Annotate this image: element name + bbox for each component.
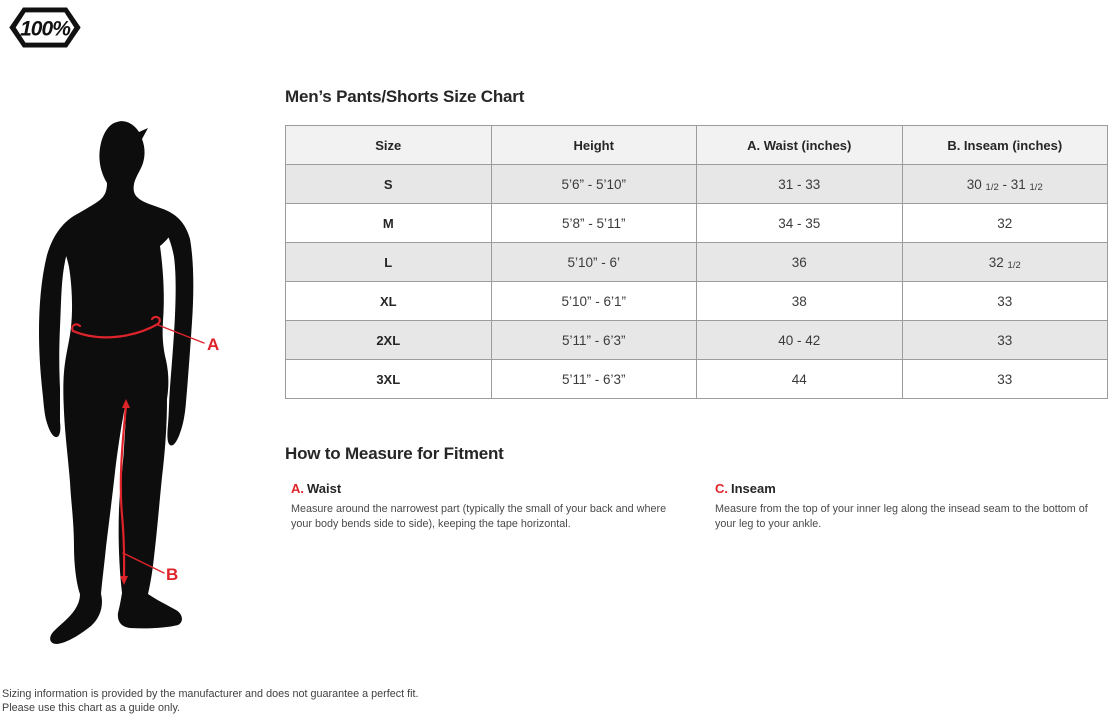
value-cell: 34 - 35 — [697, 204, 903, 243]
size-table-body — [286, 165, 1108, 399]
value-cell: 5’6” - 5’10” — [491, 165, 697, 204]
value-cell: 31 - 33 — [697, 165, 903, 204]
value-cell: 32 1/2 — [902, 243, 1108, 282]
size-chart-title: Men’s Pants/Shorts Size Chart — [285, 87, 525, 106]
measure-section-heading — [291, 481, 681, 496]
size-cell: L — [286, 243, 492, 282]
half-fraction: 1/2 — [1007, 260, 1021, 271]
size-cell: XL — [286, 282, 492, 321]
size-cell: M — [286, 204, 492, 243]
footer-line-2: Please use this chart as a guide only. — [2, 702, 181, 714]
inseam-marker-label: B — [166, 565, 179, 584]
column-header: Height — [491, 126, 697, 165]
value-cell: 30 1/2 - 31 1/2 — [902, 165, 1108, 204]
body-silhouette — [50, 121, 182, 644]
measure-letter: C. — [715, 481, 728, 496]
measure-description: Measure around the narrowest part (typically the small of your back and where your body bends side to side), keeping the tape horizontal. — [291, 503, 667, 530]
half-fraction: 1/2 — [1029, 182, 1043, 193]
value-cell: 5’8” - 5’11” — [491, 204, 697, 243]
measurement-figure — [27, 116, 237, 666]
size-cell: S — [286, 165, 492, 204]
size-table-head-row — [286, 126, 1108, 165]
value-cell: 40 - 42 — [697, 321, 903, 360]
measure-letter: A. — [291, 481, 304, 496]
table-row — [286, 204, 1108, 243]
logo-text: 100% — [20, 17, 70, 41]
value-cell: 33 — [902, 360, 1108, 399]
value-cell: 5’10” - 6’1” — [491, 282, 697, 321]
value-cell: 36 — [697, 243, 903, 282]
value-cell: 44 — [697, 360, 903, 399]
value-cell: 5’11” - 6’3” — [491, 360, 697, 399]
measure-description: Measure from the top of your inner leg along the insead seam to the bottom of your leg to your ankle. — [715, 503, 1088, 530]
measure-guide-title: How to Measure for Fitment — [285, 444, 504, 463]
column-header: A. Waist (inches) — [697, 126, 903, 165]
brand-logo-100-percent — [8, 6, 82, 49]
table-row — [286, 360, 1108, 399]
value-cell: 33 — [902, 282, 1108, 321]
column-header: Size — [286, 126, 492, 165]
value-cell: 32 — [902, 204, 1108, 243]
column-header: B. Inseam (inches) — [902, 126, 1108, 165]
footer-line-1: Sizing information is provided by the manufacturer and does not guarantee a perfect fit. — [2, 688, 419, 700]
size-table — [285, 125, 1108, 399]
value-cell: 33 — [902, 321, 1108, 360]
table-row — [286, 321, 1108, 360]
half-fraction: 1/2 — [985, 182, 999, 193]
table-row — [286, 243, 1108, 282]
value-cell: 38 — [697, 282, 903, 321]
table-row — [286, 282, 1108, 321]
measure-section-inseam — [715, 481, 1109, 532]
measure-name: Inseam — [731, 481, 776, 496]
value-cell: 5’10” - 6’ — [491, 243, 697, 282]
value-cell: 5’11” - 6’3” — [491, 321, 697, 360]
size-cell: 2XL — [286, 321, 492, 360]
size-cell: 3XL — [286, 360, 492, 399]
measure-section-waist — [291, 481, 681, 532]
waist-marker-label: A — [207, 335, 220, 354]
footer-disclaimer — [2, 687, 419, 715]
table-row — [286, 165, 1108, 204]
measure-section-heading — [715, 481, 1109, 496]
measure-name: Waist — [307, 481, 342, 496]
